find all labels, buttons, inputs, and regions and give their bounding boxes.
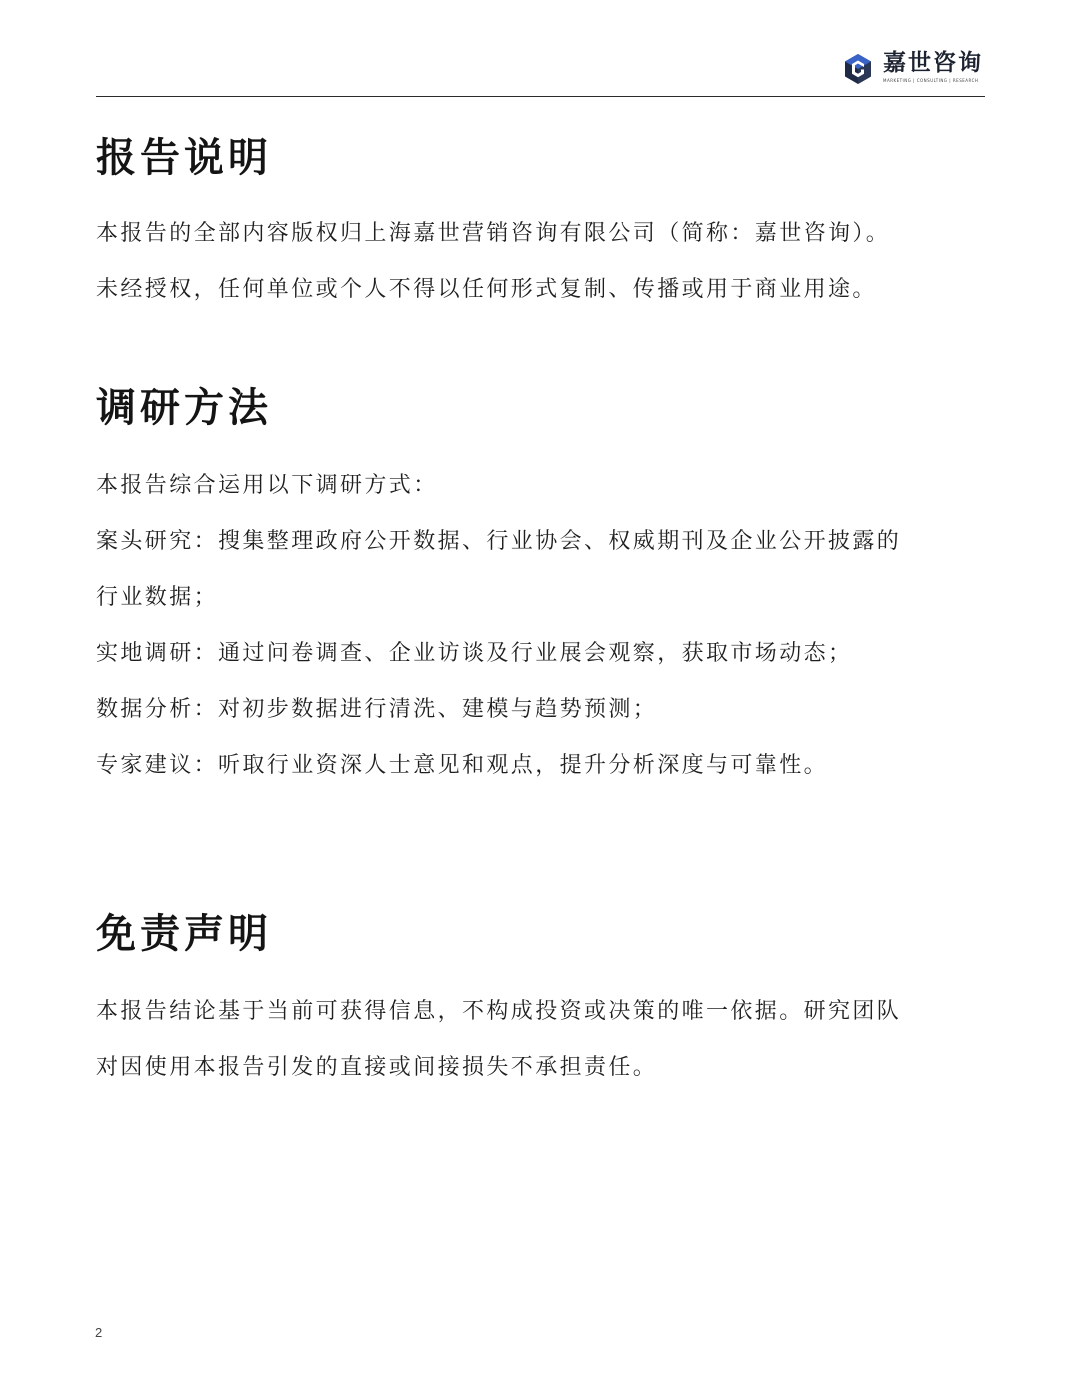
brand-logo-icon [841,52,875,86]
disclaimer-paragraph [96,984,986,1096]
disclaimer-title: 免责声明 [96,910,272,957]
report-note-paragraph [96,206,986,318]
disclaimer-line: 本报告结论基于当前可获得信息，不构成投资或决策的唯一依据。研究团队 [96,999,902,1024]
report-note-line: 未经授权，任何单位或个人不得以任何形式复制、传播或用于商业用途。 [96,277,877,302]
page-header [96,40,985,97]
methodology-line: 实地调研：通过问卷调查、企业访谈及行业展会观察，获取市场动态； [96,641,853,666]
methodology-line: 专家建议：听取行业资深人士意见和观点，提升分析深度与可靠性。 [96,753,829,778]
methodology-title: 调研方法 [96,384,272,431]
disclaimer-line: 对因使用本报告引发的直接或间接损失不承担责任。 [96,1055,658,1080]
brand-tagline: MARKETING | CONSULTING | RESEARCH [883,78,979,83]
methodology-paragraph [96,458,986,794]
page-number: 2 [95,1325,103,1340]
methodology-line: 数据分析：对初步数据进行清洗、建模与趋势预测； [96,697,658,722]
methodology-line: 案头研究：搜集整理政府公开数据、行业协会、权威期刊及企业公开披露的 [96,529,902,554]
brand-logo [841,50,983,86]
report-note-line: 本报告的全部内容版权归上海嘉世营销咨询有限公司（简称：嘉世咨询）。 [96,221,891,246]
methodology-line: 本报告综合运用以下调研方式： [96,473,438,498]
methodology-line: 行业数据； [96,585,219,610]
brand-name: 嘉世咨询 [883,50,983,76]
report-note-title: 报告说明 [96,134,272,181]
